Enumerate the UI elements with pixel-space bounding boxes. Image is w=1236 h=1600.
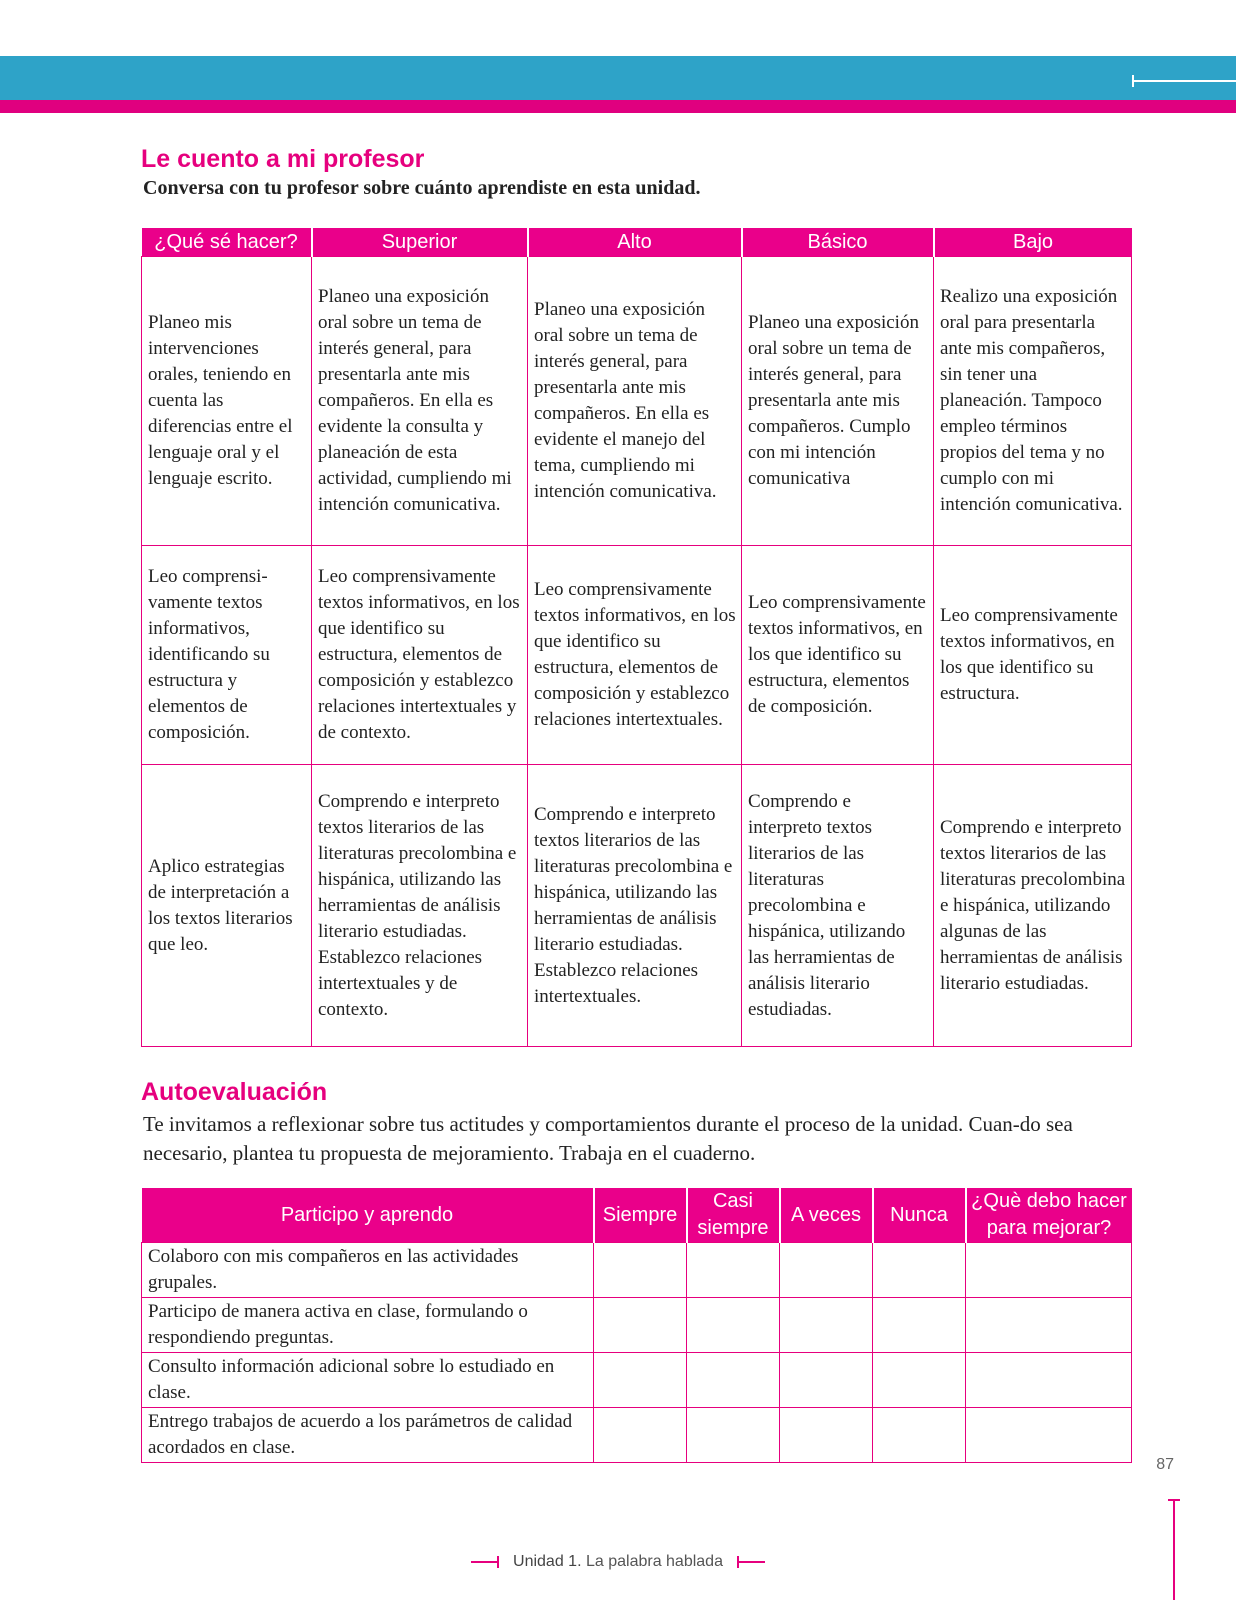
rubric-header-cell: Alto (528, 228, 742, 257)
self-improve-cell (966, 1243, 1132, 1298)
rubric-cell: Comprendo e interpreto textos literarios de las literaturas precolombina e hispánica, utilizando las herramientas de análisis literario estudiadas. Establezco relaciones intertextuales y de contexto. (312, 765, 528, 1047)
self-answer-cell (687, 1408, 780, 1463)
self-improve-cell (966, 1298, 1132, 1353)
self-answer-cell (780, 1298, 873, 1353)
self-answer-cell (594, 1353, 687, 1408)
self-evaluation-table (141, 1188, 1132, 1463)
self-row-statement: Entrego trabajos de acuerdo a los parámetros de calidad acordados en clase. (142, 1408, 594, 1463)
self-header-cell: Casi siempre (687, 1188, 780, 1243)
self-answer-cell (594, 1243, 687, 1298)
top-band-rule (1132, 80, 1236, 82)
self-row (142, 1353, 1132, 1408)
self-answer-cell (780, 1243, 873, 1298)
footer-rule-right (737, 1561, 765, 1563)
self-header-row (142, 1188, 1132, 1243)
self-answer-cell (687, 1243, 780, 1298)
self-answer-cell (594, 1298, 687, 1353)
self-row-statement: Colaboro con mis compañeros en las actividades grupales. (142, 1243, 594, 1298)
self-header-cell: ¿Què debo hacer para mejorar? (966, 1188, 1132, 1243)
rubric-cell: Realizo una exposición oral para presentarla ante mis compañeros, sin tener una planeación. Tampoco empleo términos propios del tema y no cumplo con mi intención comunicativa. (934, 257, 1132, 546)
section-subtitle-profesor: Conversa con tu profesor sobre cuánto aprendiste en esta unidad. (143, 177, 701, 199)
top-pink-band (0, 100, 1236, 113)
rubric-header-row (142, 228, 1132, 257)
self-answer-cell (594, 1408, 687, 1463)
rubric-header-cell: Básico (742, 228, 934, 257)
section-title-autoevaluacion: Autoevaluación (141, 1078, 328, 1106)
footer-rule-left (471, 1561, 499, 1563)
rubric-row (142, 546, 1132, 765)
rubric-header-cell: Bajo (934, 228, 1132, 257)
self-answer-cell (780, 1408, 873, 1463)
rubric-row (142, 257, 1132, 546)
rubric-cell: Leo comprensivamente textos informativos, en los que identifico su estructura, elementos de composición y establezco relaciones intertextuales. (528, 546, 742, 765)
self-answer-cell (780, 1353, 873, 1408)
self-row-statement: Consulto información adicional sobre lo estudiado en clase. (142, 1353, 594, 1408)
top-blue-band (0, 56, 1236, 100)
page-number: 87 (1156, 1456, 1174, 1473)
self-answer-cell (873, 1353, 966, 1408)
footer-unit: Unidad 1. (513, 1553, 582, 1570)
section-intro-autoevaluacion: Te invitamos a reflexionar sobre tus actitudes y comportamientos durante el proceso de la unidad. Cuan-do sea necesario, plantea tu propuesta de mejoramiento. Trabaja en el cuaderno. (143, 1112, 1073, 1165)
top-band-tick (1132, 75, 1134, 87)
self-improve-cell (966, 1353, 1132, 1408)
rubric-cell: Leo comprensivamente textos informativos, en los que identifico su estructura. (934, 546, 1132, 765)
self-answer-cell (687, 1353, 780, 1408)
self-header-cell: Participo y aprendo (142, 1188, 594, 1243)
rubric-cell: Planeo mis intervenciones orales, teniendo en cuenta las diferencias entre el lenguaje oral y el lenguaje escrito. (142, 257, 312, 546)
self-improve-cell (966, 1408, 1132, 1463)
self-header-cell: Siempre (594, 1188, 687, 1243)
self-row (142, 1408, 1132, 1463)
self-answer-cell (873, 1408, 966, 1463)
rubric-cell: Leo comprensivamente textos informativos, en los que identifico su estructura, elementos de composición. (742, 546, 934, 765)
rubric-header-cell: ¿Qué sé hacer? (142, 228, 312, 257)
rubric-cell: Planeo una exposición oral sobre un tema de interés general, para presentarla ante mis compañeros. En ella es evidente el manejo del tema, cumpliendo mi intención comunicativa. (528, 257, 742, 546)
self-row (142, 1298, 1132, 1353)
self-row (142, 1243, 1132, 1298)
rubric-table (141, 228, 1132, 1047)
self-answer-cell (687, 1298, 780, 1353)
rubric-cell: Aplico estrategias de interpretación a los textos literarios que leo. (142, 765, 312, 1047)
rubric-cell: Leo comprensivamente textos informativos, en los que identifico su estructura, elementos de composición y establezco relaciones intertextuales y de contexto. (312, 546, 528, 765)
footer-title: La palabra hablada (585, 1553, 723, 1570)
rubric-cell: Comprendo e interpreto textos literarios de las literaturas precolombina e hispánica, utilizando algunas de las herramientas de análisis literario estudiadas. (934, 765, 1132, 1047)
margin-rule (1173, 1499, 1175, 1600)
rubric-cell: Planeo una exposición oral sobre un tema de interés general, para presentarla ante mis compañeros. Cumplo con mi intención comunicativa (742, 257, 934, 546)
self-header-cell: Nunca (873, 1188, 966, 1243)
self-header-cell: A veces (780, 1188, 873, 1243)
section-title-profesor: Le cuento a mi profesor (141, 145, 425, 173)
rubric-cell: Comprendo e interpreto textos literarios de las literaturas precolombina e hispánica, utilizando las herramientas de análisis literario estudiadas. (742, 765, 934, 1047)
rubric-header-cell: Superior (312, 228, 528, 257)
self-row-statement: Participo de manera activa en clase, formulando o respondiendo preguntas. (142, 1298, 594, 1353)
rubric-cell: Leo comprensi-vamente textos informativos, identificando su estructura y elementos de composición. (142, 546, 312, 765)
page-footer (0, 1553, 1236, 1571)
rubric-cell: Comprendo e interpreto textos literarios de las literaturas precolombina e hispánica, utilizando las herramientas de análisis literario estudiadas. Establezco relaciones intertextuales. (528, 765, 742, 1047)
self-answer-cell (873, 1298, 966, 1353)
rubric-cell: Planeo una exposición oral sobre un tema de interés general, para presentarla ante mis compañeros. En ella es evidente la consulta y planeación de esta actividad, cumpliendo mi intención comunicativa. (312, 257, 528, 546)
rubric-row (142, 765, 1132, 1047)
self-answer-cell (873, 1243, 966, 1298)
